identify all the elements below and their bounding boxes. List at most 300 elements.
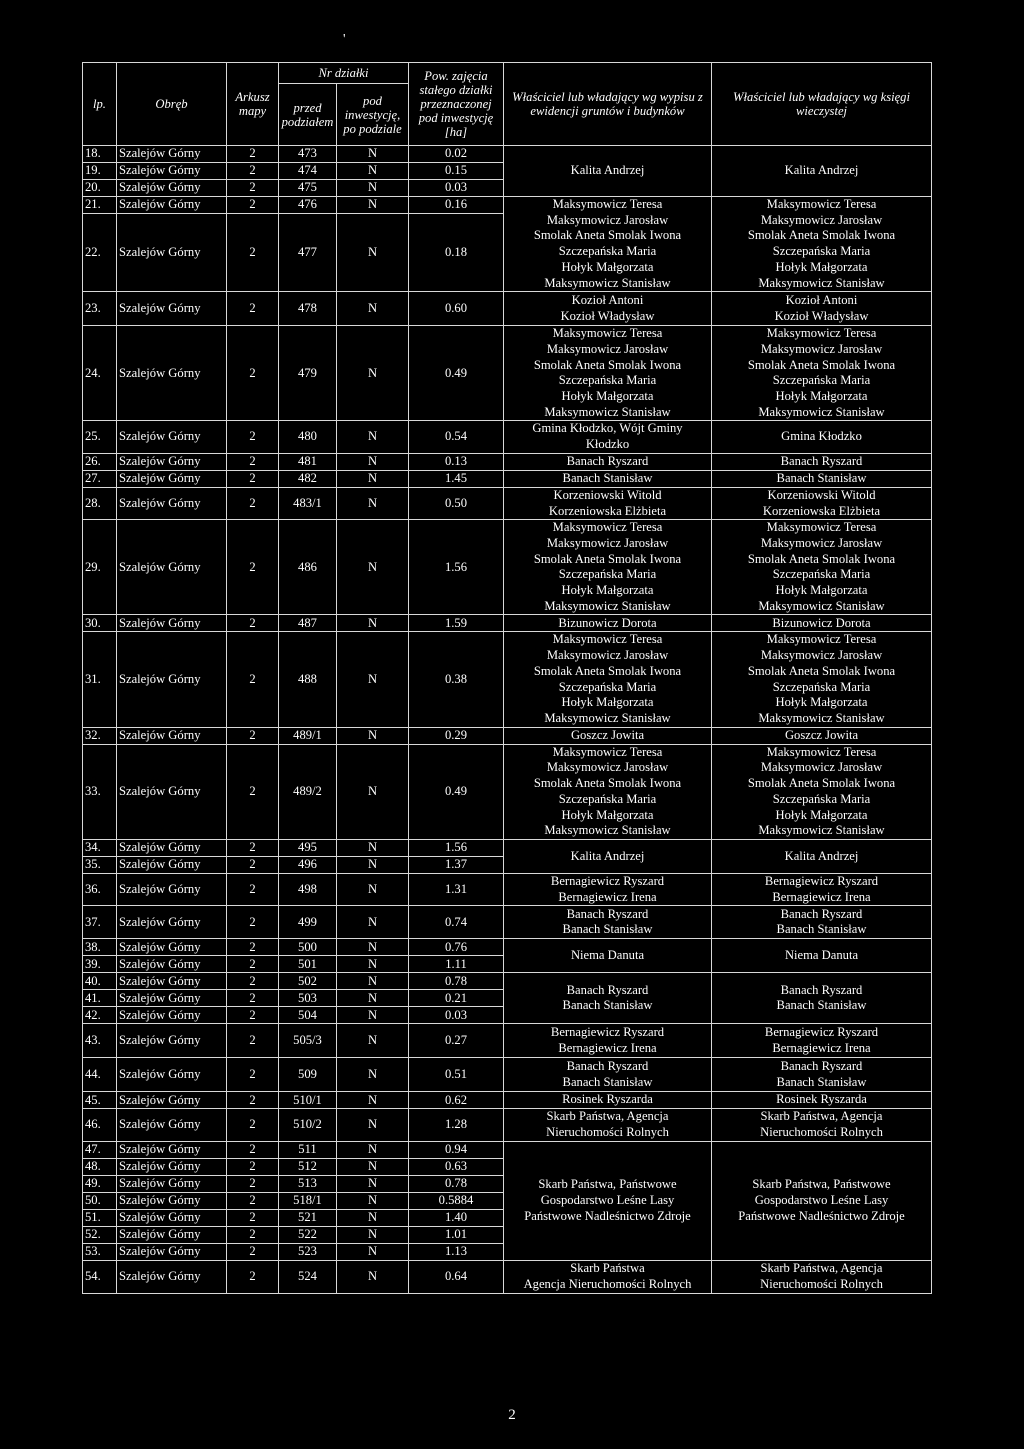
row-lp: 36. (83, 873, 117, 905)
row-parcel-before: 510/2 (279, 1109, 337, 1141)
owner-land-book-cell: Bizunowicz Dorota (712, 615, 932, 632)
row-obreb: Szalejów Górny (117, 197, 227, 214)
row-area: 0.64 (409, 1260, 504, 1293)
row-parcel-before: 510/1 (279, 1092, 337, 1109)
row-obreb: Szalejów Górny (117, 1260, 227, 1293)
owner-register-cell: Skarb Państwa, Państwowe Gospodarstwo Leśne Lasy Państwowe Nadleśnictwo Zdroje (504, 1141, 712, 1260)
owner-land-book-cell: Kozioł Antoni Kozioł Władysław (712, 292, 932, 326)
row-parcel-before: 483/1 (279, 487, 337, 519)
row-parcel-after: N (337, 1260, 409, 1293)
owner-register-cell: Rosinek Ryszarda (504, 1092, 712, 1109)
owner-land-book-cell: Niema Danuta (712, 939, 932, 973)
row-arkusz: 2 (227, 906, 279, 939)
owner-land-book-cell: Goszcz Jowita (712, 727, 932, 744)
row-parcel-before: 489/2 (279, 744, 337, 839)
row-parcel-before: 511 (279, 1141, 337, 1158)
table-row (83, 146, 932, 163)
row-arkusz: 2 (227, 1226, 279, 1243)
row-parcel-before: 521 (279, 1209, 337, 1226)
row-lp: 40. (83, 973, 117, 990)
table-row (83, 939, 932, 956)
row-lp: 49. (83, 1175, 117, 1192)
row-parcel-after: N (337, 146, 409, 163)
row-obreb: Szalejów Górny (117, 615, 227, 632)
header-lp: lp. (83, 63, 117, 146)
row-area: 0.5884 (409, 1192, 504, 1209)
table-row (83, 421, 932, 453)
row-lp: 35. (83, 856, 117, 873)
row-lp: 24. (83, 326, 117, 421)
row-obreb: Szalejów Górny (117, 1058, 227, 1092)
row-lp: 42. (83, 1007, 117, 1024)
row-lp: 39. (83, 956, 117, 973)
row-obreb: Szalejów Górny (117, 180, 227, 197)
row-arkusz: 2 (227, 873, 279, 905)
row-lp: 28. (83, 487, 117, 519)
row-arkusz: 2 (227, 326, 279, 421)
row-lp: 34. (83, 839, 117, 856)
row-lp: 41. (83, 990, 117, 1007)
header-nr-dzialki: Nr działki (279, 63, 409, 84)
row-area: 1.28 (409, 1109, 504, 1141)
row-arkusz: 2 (227, 197, 279, 214)
row-area: 1.31 (409, 873, 504, 905)
table-row (83, 906, 932, 939)
row-lp: 25. (83, 421, 117, 453)
row-parcel-after: N (337, 1192, 409, 1209)
table-row (83, 973, 932, 990)
row-obreb: Szalejów Górny (117, 727, 227, 744)
row-parcel-after: N (337, 421, 409, 453)
owner-land-book-cell: Maksymowicz Teresa Maksymowicz Jarosław Smolak Aneta Smolak Iwona Szczepańska Maria Hołyk Małgorzata Maksymowicz Stanisław (712, 326, 932, 421)
row-parcel-before: 502 (279, 973, 337, 990)
row-arkusz: 2 (227, 163, 279, 180)
row-area: 0.15 (409, 163, 504, 180)
owner-land-book-cell: Maksymowicz Teresa Maksymowicz Jarosław Smolak Aneta Smolak Iwona Szczepańska Maria Hołyk Małgorzata Maksymowicz Stanisław (712, 744, 932, 839)
row-parcel-before: 482 (279, 470, 337, 487)
row-parcel-after: N (337, 1092, 409, 1109)
row-area: 0.49 (409, 744, 504, 839)
row-parcel-after: N (337, 939, 409, 956)
row-parcel-before: 489/1 (279, 727, 337, 744)
table-row (83, 1109, 932, 1141)
row-area: 0.29 (409, 727, 504, 744)
row-obreb: Szalejów Górny (117, 1192, 227, 1209)
row-parcel-after: N (337, 632, 409, 727)
table-row (83, 1058, 932, 1092)
row-parcel-before: 486 (279, 520, 337, 615)
row-arkusz: 2 (227, 990, 279, 1007)
row-parcel-after: N (337, 1024, 409, 1058)
table-row (83, 632, 932, 727)
row-lp: 29. (83, 520, 117, 615)
row-parcel-after: N (337, 292, 409, 326)
owner-land-book-cell: Skarb Państwa, Agencja Nieruchomości Rolnych (712, 1109, 932, 1141)
row-parcel-after: N (337, 856, 409, 873)
row-lp: 52. (83, 1226, 117, 1243)
row-area: 1.40 (409, 1209, 504, 1226)
row-arkusz: 2 (227, 487, 279, 519)
row-arkusz: 2 (227, 1158, 279, 1175)
owner-register-cell: Skarb Państwa Agencja Nieruchomości Rolnych (504, 1260, 712, 1293)
owner-land-book-cell: Maksymowicz Teresa Maksymowicz Jarosław Smolak Aneta Smolak Iwona Szczepańska Maria Hołyk Małgorzata Maksymowicz Stanisław (712, 632, 932, 727)
row-area: 0.54 (409, 421, 504, 453)
row-lp: 51. (83, 1209, 117, 1226)
row-obreb: Szalejów Górny (117, 1141, 227, 1158)
row-arkusz: 2 (227, 421, 279, 453)
row-parcel-before: 522 (279, 1226, 337, 1243)
row-lp: 18. (83, 146, 117, 163)
row-parcel-after: N (337, 1141, 409, 1158)
row-parcel-after: N (337, 1209, 409, 1226)
row-parcel-before: 495 (279, 839, 337, 856)
owner-register-cell: Banach Ryszard Banach Stanisław (504, 906, 712, 939)
row-area: 1.37 (409, 856, 504, 873)
row-parcel-after: N (337, 973, 409, 990)
row-parcel-before: 478 (279, 292, 337, 326)
owner-register-cell: Banach Ryszard (504, 453, 712, 470)
row-lp: 43. (83, 1024, 117, 1058)
row-parcel-after: N (337, 956, 409, 973)
row-parcel-after: N (337, 873, 409, 905)
row-obreb: Szalejów Górny (117, 421, 227, 453)
owner-register-cell: Banach Ryszard Banach Stanisław (504, 973, 712, 1024)
owner-land-book-cell: Skarb Państwa, Agencja Nieruchomości Rolnych (712, 1260, 932, 1293)
owner-land-book-cell: Maksymowicz Teresa Maksymowicz Jarosław Smolak Aneta Smolak Iwona Szczepańska Maria Hołyk Małgorzata Maksymowicz Stanisław (712, 197, 932, 292)
row-obreb: Szalejów Górny (117, 1209, 227, 1226)
owner-register-cell: Skarb Państwa, Agencja Nieruchomości Rolnych (504, 1109, 712, 1141)
table-row (83, 873, 932, 905)
row-arkusz: 2 (227, 856, 279, 873)
owner-register-cell: Banach Ryszard Banach Stanisław (504, 1058, 712, 1092)
row-arkusz: 2 (227, 1007, 279, 1024)
row-parcel-before: 475 (279, 180, 337, 197)
row-arkusz: 2 (227, 939, 279, 956)
row-parcel-after: N (337, 839, 409, 856)
row-area: 0.94 (409, 1141, 504, 1158)
row-arkusz: 2 (227, 1058, 279, 1092)
owner-register-cell: Kalita Andrzej (504, 839, 712, 873)
row-arkusz: 2 (227, 727, 279, 744)
row-obreb: Szalejów Górny (117, 1007, 227, 1024)
row-obreb: Szalejów Górny (117, 1092, 227, 1109)
row-obreb: Szalejów Górny (117, 163, 227, 180)
row-parcel-before: 496 (279, 856, 337, 873)
owner-land-book-cell: Gmina Kłodzko (712, 421, 932, 453)
row-area: 0.63 (409, 1158, 504, 1175)
row-obreb: Szalejów Górny (117, 1226, 227, 1243)
row-lp: 32. (83, 727, 117, 744)
row-parcel-after: N (337, 487, 409, 519)
row-arkusz: 2 (227, 214, 279, 292)
row-parcel-before: 488 (279, 632, 337, 727)
row-parcel-after: N (337, 1158, 409, 1175)
table-row (83, 197, 932, 214)
owner-register-cell: Maksymowicz Teresa Maksymowicz Jarosław Smolak Aneta Smolak Iwona Szczepańska Maria Hołyk Małgorzata Maksymowicz Stanisław (504, 744, 712, 839)
row-parcel-before: 505/3 (279, 1024, 337, 1058)
row-area: 0.78 (409, 973, 504, 990)
row-obreb: Szalejów Górny (117, 453, 227, 470)
row-obreb: Szalejów Górny (117, 470, 227, 487)
row-area: 0.76 (409, 939, 504, 956)
row-parcel-after: N (337, 1058, 409, 1092)
row-obreb: Szalejów Górny (117, 1243, 227, 1260)
row-parcel-before: 477 (279, 214, 337, 292)
row-parcel-before: 479 (279, 326, 337, 421)
row-arkusz: 2 (227, 1024, 279, 1058)
row-arkusz: 2 (227, 1141, 279, 1158)
row-parcel-after: N (337, 453, 409, 470)
row-arkusz: 2 (227, 632, 279, 727)
row-area: 1.56 (409, 520, 504, 615)
row-area: 0.27 (409, 1024, 504, 1058)
row-arkusz: 2 (227, 1260, 279, 1293)
owner-land-book-cell: Kalita Andrzej (712, 146, 932, 197)
row-area: 1.59 (409, 615, 504, 632)
owner-land-book-cell: Banach Stanisław (712, 470, 932, 487)
row-arkusz: 2 (227, 520, 279, 615)
owner-register-cell: Bernagiewicz Ryszard Bernagiewicz Irena (504, 873, 712, 905)
row-area: 1.45 (409, 470, 504, 487)
owner-land-book-cell: Rosinek Ryszarda (712, 1092, 932, 1109)
row-lp: 22. (83, 214, 117, 292)
row-lp: 23. (83, 292, 117, 326)
row-arkusz: 2 (227, 1109, 279, 1141)
parcel-register-table (82, 62, 932, 1294)
owner-register-cell: Maksymowicz Teresa Maksymowicz Jarosław Smolak Aneta Smolak Iwona Szczepańska Maria Hołyk Małgorzata Maksymowicz Stanisław (504, 197, 712, 292)
row-arkusz: 2 (227, 956, 279, 973)
row-arkusz: 2 (227, 615, 279, 632)
table-row (83, 744, 932, 839)
row-obreb: Szalejów Górny (117, 1158, 227, 1175)
row-parcel-before: 498 (279, 873, 337, 905)
row-arkusz: 2 (227, 1243, 279, 1260)
row-area: 0.38 (409, 632, 504, 727)
row-parcel-after: N (337, 1109, 409, 1141)
owner-land-book-cell: Bernagiewicz Ryszard Bernagiewicz Irena (712, 873, 932, 905)
owner-register-cell: Goszcz Jowita (504, 727, 712, 744)
row-obreb: Szalejów Górny (117, 956, 227, 973)
owner-land-book-cell: Kalita Andrzej (712, 839, 932, 873)
row-arkusz: 2 (227, 1175, 279, 1192)
row-arkusz: 2 (227, 146, 279, 163)
row-parcel-after: N (337, 744, 409, 839)
row-arkusz: 2 (227, 180, 279, 197)
row-parcel-before: 474 (279, 163, 337, 180)
owner-land-book-cell: Bernagiewicz Ryszard Bernagiewicz Irena (712, 1024, 932, 1058)
row-area: 0.03 (409, 180, 504, 197)
owner-register-cell: Niema Danuta (504, 939, 712, 973)
row-parcel-after: N (337, 326, 409, 421)
owner-land-book-cell: Skarb Państwa, Państwowe Gospodarstwo Leśne Lasy Państwowe Nadleśnictwo Zdroje (712, 1141, 932, 1260)
row-area: 0.13 (409, 453, 504, 470)
row-parcel-before: 513 (279, 1175, 337, 1192)
row-area: 0.02 (409, 146, 504, 163)
row-lp: 20. (83, 180, 117, 197)
row-obreb: Szalejów Górny (117, 1024, 227, 1058)
row-area: 1.13 (409, 1243, 504, 1260)
row-parcel-before: 473 (279, 146, 337, 163)
owner-register-cell: Bernagiewicz Ryszard Bernagiewicz Irena (504, 1024, 712, 1058)
row-lp: 45. (83, 1092, 117, 1109)
row-obreb: Szalejów Górny (117, 873, 227, 905)
row-parcel-before: 487 (279, 615, 337, 632)
row-arkusz: 2 (227, 1209, 279, 1226)
row-parcel-after: N (337, 180, 409, 197)
row-parcel-after: N (337, 1243, 409, 1260)
top-mark: ' (343, 32, 346, 47)
row-lp: 19. (83, 163, 117, 180)
header-owner-ewid: Właściciel lub władający wg wypisu z ewidencji gruntów i budynków (504, 63, 712, 146)
row-area: 1.56 (409, 839, 504, 856)
row-area: 0.18 (409, 214, 504, 292)
row-parcel-before: 509 (279, 1058, 337, 1092)
row-lp: 21. (83, 197, 117, 214)
header-arkusz: Arkusz mapy (227, 63, 279, 146)
row-arkusz: 2 (227, 839, 279, 856)
owner-register-cell: Maksymowicz Teresa Maksymowicz Jarosław Smolak Aneta Smolak Iwona Szczepańska Maria Hołyk Małgorzata Maksymowicz Stanisław (504, 632, 712, 727)
header-obreb: Obręb (117, 63, 227, 146)
row-lp: 47. (83, 1141, 117, 1158)
row-parcel-after: N (337, 1007, 409, 1024)
row-arkusz: 2 (227, 1092, 279, 1109)
row-arkusz: 2 (227, 1192, 279, 1209)
table-row (83, 326, 932, 421)
table-row (83, 470, 932, 487)
row-obreb: Szalejów Górny (117, 939, 227, 956)
row-lp: 46. (83, 1109, 117, 1141)
row-parcel-after: N (337, 615, 409, 632)
owner-land-book-cell: Banach Ryszard Banach Stanisław (712, 906, 932, 939)
row-lp: 48. (83, 1158, 117, 1175)
row-lp: 27. (83, 470, 117, 487)
owner-register-cell: Kalita Andrzej (504, 146, 712, 197)
owner-register-cell: Korzeniowski Witold Korzeniowska Elżbieta (504, 487, 712, 519)
row-obreb: Szalejów Górny (117, 973, 227, 990)
owner-register-cell: Maksymowicz Teresa Maksymowicz Jarosław Smolak Aneta Smolak Iwona Szczepańska Maria Hołyk Małgorzata Maksymowicz Stanisław (504, 520, 712, 615)
row-parcel-before: 523 (279, 1243, 337, 1260)
table-row (83, 1024, 932, 1058)
table-row (83, 615, 932, 632)
row-area: 0.49 (409, 326, 504, 421)
row-area: 0.74 (409, 906, 504, 939)
row-parcel-before: 518/1 (279, 1192, 337, 1209)
owner-land-book-cell: Banach Ryszard (712, 453, 932, 470)
row-parcel-before: 504 (279, 1007, 337, 1024)
row-lp: 53. (83, 1243, 117, 1260)
row-obreb: Szalejów Górny (117, 520, 227, 615)
row-parcel-after: N (337, 906, 409, 939)
row-obreb: Szalejów Górny (117, 487, 227, 519)
owner-land-book-cell: Maksymowicz Teresa Maksymowicz Jarosław Smolak Aneta Smolak Iwona Szczepańska Maria Hołyk Małgorzata Maksymowicz Stanisław (712, 520, 932, 615)
row-arkusz: 2 (227, 470, 279, 487)
row-area: 0.16 (409, 197, 504, 214)
row-lp: 33. (83, 744, 117, 839)
row-obreb: Szalejów Górny (117, 632, 227, 727)
table-row (83, 1141, 932, 1158)
row-parcel-after: N (337, 727, 409, 744)
owner-land-book-cell: Banach Ryszard Banach Stanisław (712, 973, 932, 1024)
row-parcel-before: 524 (279, 1260, 337, 1293)
row-lp: 50. (83, 1192, 117, 1209)
row-arkusz: 2 (227, 453, 279, 470)
row-parcel-after: N (337, 470, 409, 487)
row-parcel-before: 481 (279, 453, 337, 470)
row-lp: 30. (83, 615, 117, 632)
row-obreb: Szalejów Górny (117, 1175, 227, 1192)
table-row (83, 453, 932, 470)
row-obreb: Szalejów Górny (117, 326, 227, 421)
row-arkusz: 2 (227, 744, 279, 839)
table-row (83, 1260, 932, 1293)
table-row (83, 487, 932, 519)
row-area: 0.03 (409, 1007, 504, 1024)
row-parcel-after: N (337, 990, 409, 1007)
table-row (83, 839, 932, 856)
row-area: 1.01 (409, 1226, 504, 1243)
row-parcel-before: 501 (279, 956, 337, 973)
page-number: 2 (508, 1407, 516, 1423)
owner-register-cell: Kozioł Antoni Kozioł Władysław (504, 292, 712, 326)
row-parcel-before: 476 (279, 197, 337, 214)
row-obreb: Szalejów Górny (117, 856, 227, 873)
row-lp: 37. (83, 906, 117, 939)
row-lp: 44. (83, 1058, 117, 1092)
owner-land-book-cell: Banach Ryszard Banach Stanisław (712, 1058, 932, 1092)
row-area: 0.50 (409, 487, 504, 519)
row-parcel-before: 480 (279, 421, 337, 453)
row-parcel-before: 512 (279, 1158, 337, 1175)
row-parcel-after: N (337, 163, 409, 180)
header-przed: przed podziałem (279, 84, 337, 146)
row-area: 0.51 (409, 1058, 504, 1092)
row-lp: 31. (83, 632, 117, 727)
row-area: 0.60 (409, 292, 504, 326)
row-parcel-before: 500 (279, 939, 337, 956)
table-row (83, 520, 932, 615)
row-parcel-after: N (337, 1226, 409, 1243)
row-parcel-before: 499 (279, 906, 337, 939)
row-lp: 26. (83, 453, 117, 470)
row-area: 1.11 (409, 956, 504, 973)
table-row (83, 1092, 932, 1109)
owner-register-cell: Bizunowicz Dorota (504, 615, 712, 632)
row-area: 0.62 (409, 1092, 504, 1109)
owner-register-cell: Maksymowicz Teresa Maksymowicz Jarosław Smolak Aneta Smolak Iwona Szczepańska Maria Hołyk Małgorzata Maksymowicz Stanisław (504, 326, 712, 421)
row-parcel-after: N (337, 197, 409, 214)
row-obreb: Szalejów Górny (117, 744, 227, 839)
header-pod: pod inwestycję, po podziale (337, 84, 409, 146)
row-parcel-after: N (337, 520, 409, 615)
row-obreb: Szalejów Górny (117, 990, 227, 1007)
row-area: 0.78 (409, 1175, 504, 1192)
row-obreb: Szalejów Górny (117, 214, 227, 292)
row-lp: 54. (83, 1260, 117, 1293)
row-lp: 38. (83, 939, 117, 956)
header-owner-kw: Właściciel lub władający wg księgi wieczystej (712, 63, 932, 146)
owner-register-cell: Gmina Kłodzko, Wójt Gminy Kłodzko (504, 421, 712, 453)
row-obreb: Szalejów Górny (117, 146, 227, 163)
row-arkusz: 2 (227, 973, 279, 990)
row-obreb: Szalejów Górny (117, 292, 227, 326)
owner-land-book-cell: Korzeniowski Witold Korzeniowska Elżbieta (712, 487, 932, 519)
row-area: 0.21 (409, 990, 504, 1007)
row-parcel-after: N (337, 214, 409, 292)
row-obreb: Szalejów Górny (117, 906, 227, 939)
row-parcel-before: 503 (279, 990, 337, 1007)
row-arkusz: 2 (227, 292, 279, 326)
header-pow: Pow. zajęcia stałego działki przeznaczonej pod inwestycję [ha] (409, 63, 504, 146)
